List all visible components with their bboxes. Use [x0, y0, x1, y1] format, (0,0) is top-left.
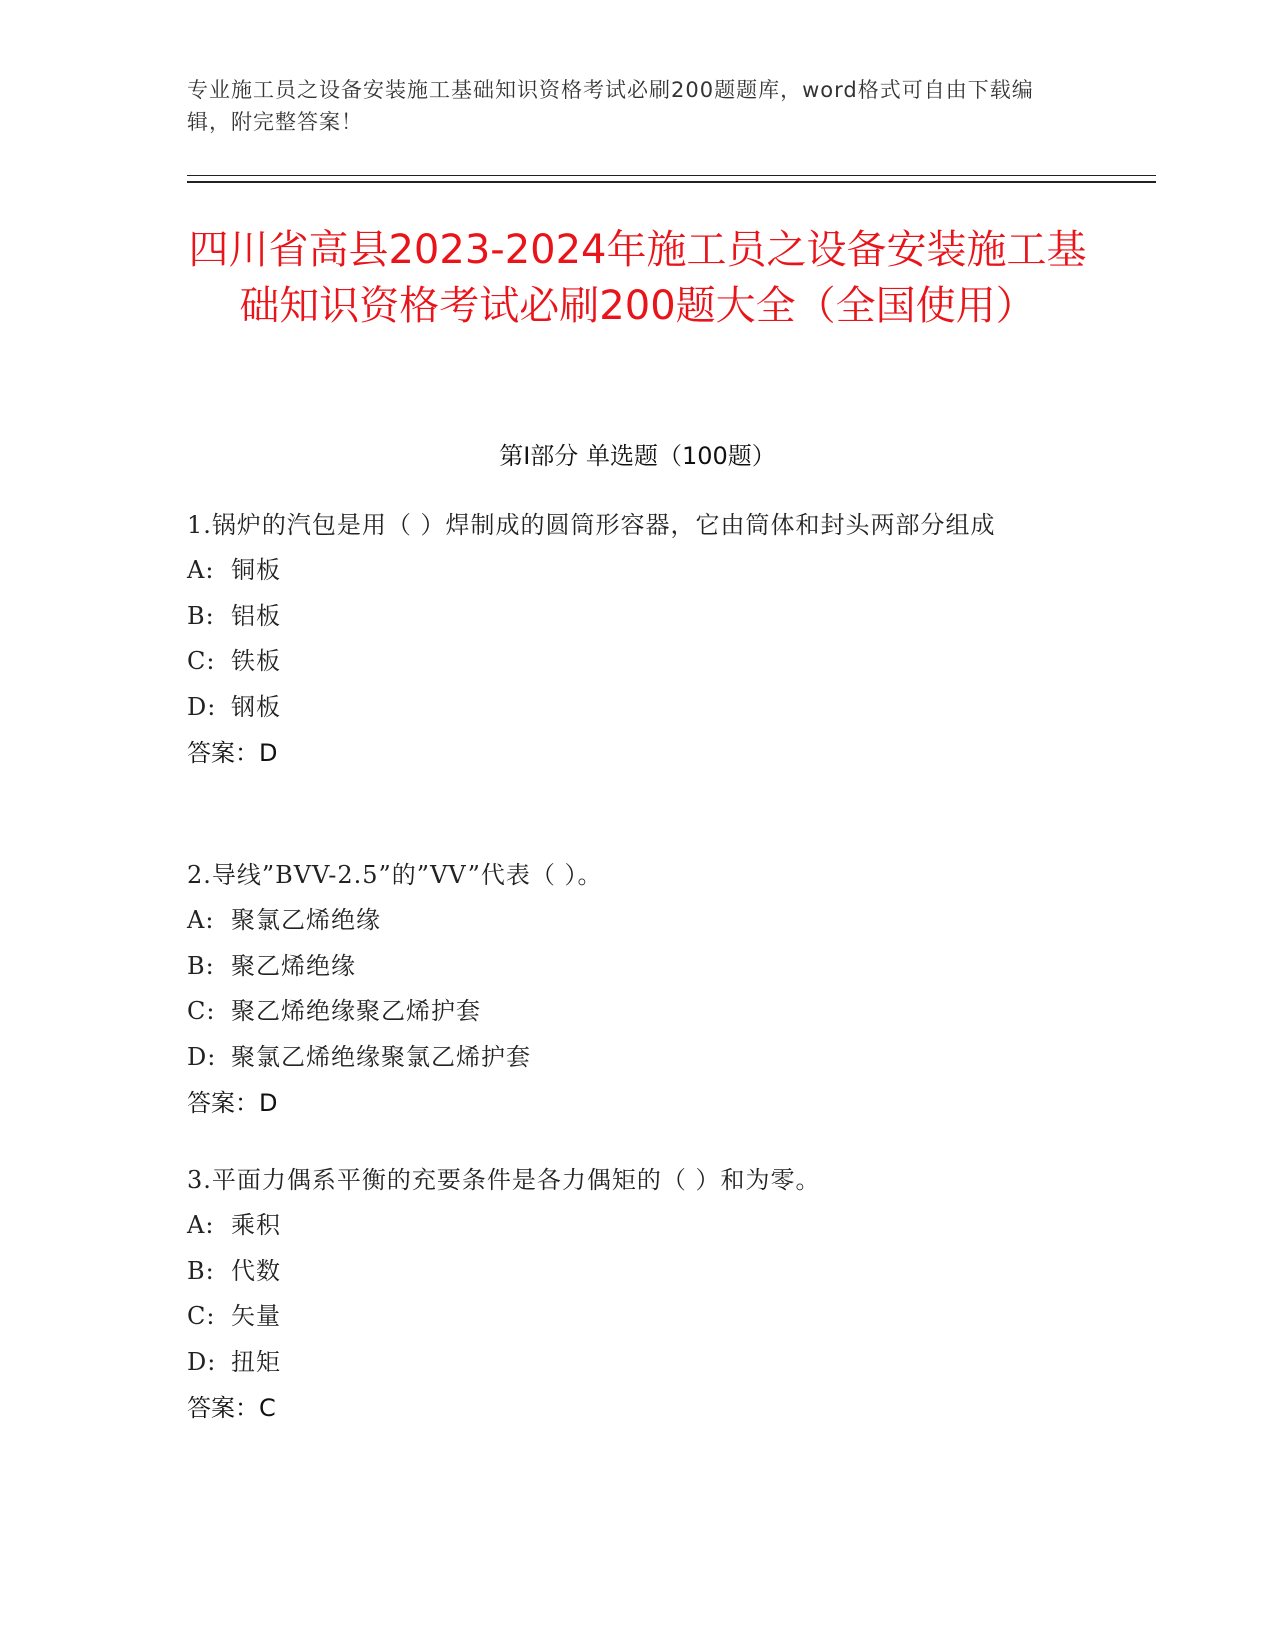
option-text: 聚乙烯绝缘聚乙烯护套 [231, 997, 481, 1025]
question-3 [187, 1158, 1067, 1431]
option-text: 聚氯乙烯绝缘 [231, 906, 381, 934]
option-letter: D: [187, 692, 217, 721]
option-letter: D: [187, 1347, 217, 1376]
option-text: 铜板 [231, 556, 281, 584]
option-letter: C: [187, 647, 216, 675]
option-b [187, 594, 1067, 640]
option-d [187, 1340, 1067, 1386]
option-letter: C: [187, 1302, 216, 1330]
option-letter: B: [187, 601, 215, 630]
option-letter: C: [187, 997, 216, 1025]
section-title: 第Ⅰ部分 单选题（100题） [499, 442, 776, 470]
option-b [187, 944, 1067, 990]
option-a [187, 898, 1067, 944]
option-text: 钢板 [231, 692, 281, 721]
option-a [187, 548, 1067, 594]
page-title: 四川省高县2023-2024年施工员之设备安装施工基础知识资格考试必刷200题大全（全国使用） [188, 227, 1087, 329]
option-letter: B: [187, 951, 215, 980]
question-stem: 1.锅炉的汽包是用（ ）焊制成的圆筒形容器，它由筒体和封头两部分组成 [187, 511, 996, 539]
option-letter: A: [187, 556, 215, 584]
option-letter: B: [187, 1256, 215, 1285]
answer: 答案：D [187, 1089, 278, 1117]
option-c [187, 989, 1067, 1035]
option-a [187, 1203, 1067, 1249]
option-b [187, 1249, 1067, 1295]
question-1 [187, 503, 1067, 776]
question-2 [187, 853, 1067, 1126]
header-divider-thick [187, 181, 1156, 183]
option-letter: D: [187, 1042, 217, 1071]
option-text: 聚氯乙烯绝缘聚氯乙烯护套 [231, 1042, 531, 1071]
option-text: 铁板 [231, 647, 281, 675]
header-divider [187, 175, 1156, 176]
answer: 答案：C [187, 1394, 276, 1422]
option-letter: A: [187, 1211, 215, 1239]
option-letter: A: [187, 906, 215, 934]
header-note: 专业施工员之设备安装施工基础知识资格考试必刷200题题库，word格式可自由下载编辑，附完整答案！ [187, 78, 1034, 134]
option-text: 矢量 [231, 1302, 281, 1330]
option-d [187, 685, 1067, 731]
option-text: 铝板 [231, 601, 281, 630]
question-stem: 3.平面力偶系平衡的充要条件是各力偶矩的（ ）和为零。 [187, 1166, 821, 1194]
answer: 答案：D [187, 739, 278, 767]
question-stem: 2.导线”BVV-2.5”的”VV”代表（ ）。 [187, 861, 603, 889]
option-c [187, 639, 1067, 685]
option-c [187, 1294, 1067, 1340]
option-text: 代数 [231, 1256, 281, 1285]
option-text: 扭矩 [231, 1347, 281, 1376]
option-text: 聚乙烯绝缘 [231, 951, 356, 980]
option-text: 乘积 [231, 1211, 281, 1239]
option-d [187, 1035, 1067, 1081]
